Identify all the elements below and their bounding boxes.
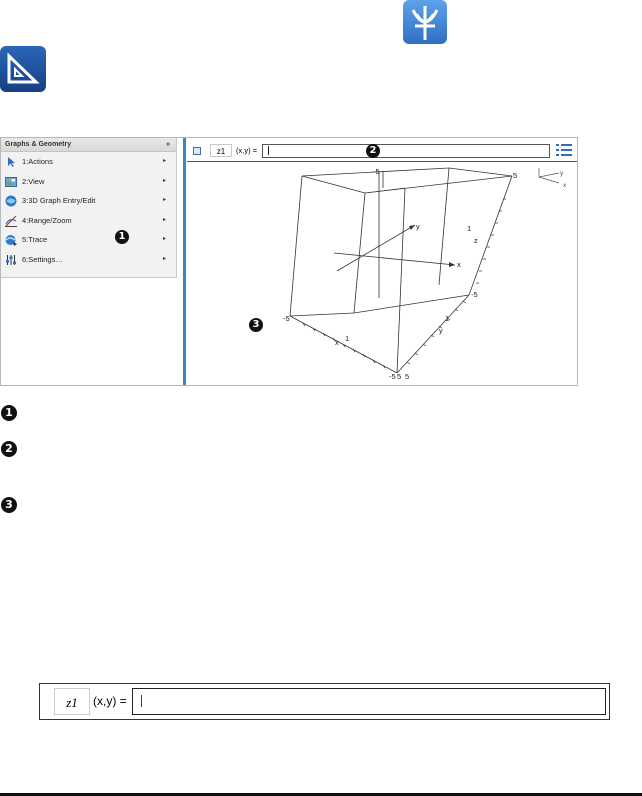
menu-item-label: 5:Trace (22, 235, 48, 245)
function-args: (x,y) = (236, 146, 258, 155)
menu-item-trace[interactable] (1, 230, 176, 250)
text-caret (268, 146, 269, 155)
function-name: z1 (54, 688, 90, 715)
tick-label: -5 (389, 372, 396, 381)
view-icon (5, 176, 17, 188)
orientation-y-label: y (560, 170, 564, 177)
function-name: z1 (210, 144, 232, 157)
legend-callout-2: 2 (1, 441, 17, 457)
menu-item-3d-graph-entry[interactable] (1, 191, 176, 211)
tick-label: -5 (283, 314, 290, 323)
panel-divider[interactable] (183, 138, 186, 385)
entry-line-input[interactable] (262, 144, 550, 158)
menu-item-actions[interactable] (1, 152, 176, 172)
3d-graph-icon (5, 195, 17, 207)
menu-header (1, 138, 176, 152)
trace-icon (5, 234, 17, 246)
3d-plot-area[interactable] (187, 163, 577, 385)
orientation-axes-icon (539, 168, 559, 183)
entry-line-input[interactable] (132, 688, 606, 715)
callout-3: 3 (249, 318, 263, 332)
z-axis-label: z (474, 236, 478, 245)
tick-label: 1 (445, 314, 450, 323)
submenu-arrow-icon: ▸ (162, 197, 166, 204)
range-zoom-icon (5, 215, 17, 227)
menu-item-label: 6:Settings… (22, 254, 63, 264)
tick-label: 1 (467, 224, 472, 233)
tick-label: -5 (373, 167, 380, 176)
3d-graph-app-icon (403, 0, 447, 44)
y-axis-label: y (416, 222, 420, 231)
function-args: (x,y) = (93, 694, 127, 708)
menu-item-view[interactable] (1, 172, 176, 192)
menu-item-range-zoom[interactable] (1, 211, 176, 231)
menu-title: Graphs & Geometry (5, 141, 72, 148)
x-axis-label: x (335, 338, 339, 347)
tick-label: 1 (345, 334, 350, 343)
settings-icon (5, 254, 17, 266)
legend-callout-1: 1 (1, 405, 17, 421)
submenu-arrow-icon: ▸ (162, 177, 166, 184)
submenu-arrow-icon: ▸ (162, 236, 166, 243)
x-axis-label: x (457, 260, 461, 269)
graphs-geometry-menu (1, 138, 177, 278)
menu-item-label: 1:Actions (22, 157, 53, 166)
function-checkbox[interactable] (193, 147, 201, 155)
set-square-icon (0, 46, 46, 92)
tick-label: 5 (513, 171, 518, 180)
function-list-icon[interactable] (556, 143, 572, 157)
menu-item-label: 3:3D Graph Entry/Edit (22, 196, 96, 206)
tick-label: -5 (471, 290, 478, 299)
cursor-arrow-icon (5, 156, 17, 168)
callout-1: 1 (115, 230, 129, 244)
tick-label: 5 (405, 372, 410, 381)
y-axis-label: y (439, 326, 443, 335)
orientation-x-label: x (563, 182, 567, 189)
collapse-menu-icon[interactable]: » (166, 141, 170, 148)
submenu-arrow-icon: ▸ (162, 255, 166, 262)
legend-callout-3: 3 (1, 497, 17, 513)
submenu-arrow-icon: ▸ (162, 216, 166, 223)
menu-item-label: 4:Range/Zoom (22, 215, 72, 225)
callout-2: 2 (366, 144, 380, 158)
submenu-arrow-icon: ▸ (162, 158, 166, 164)
tick-label: 5 (397, 372, 402, 381)
menu-item-settings[interactable] (1, 250, 176, 270)
text-caret (141, 695, 142, 707)
menu-item-label: 2:View (22, 176, 45, 186)
